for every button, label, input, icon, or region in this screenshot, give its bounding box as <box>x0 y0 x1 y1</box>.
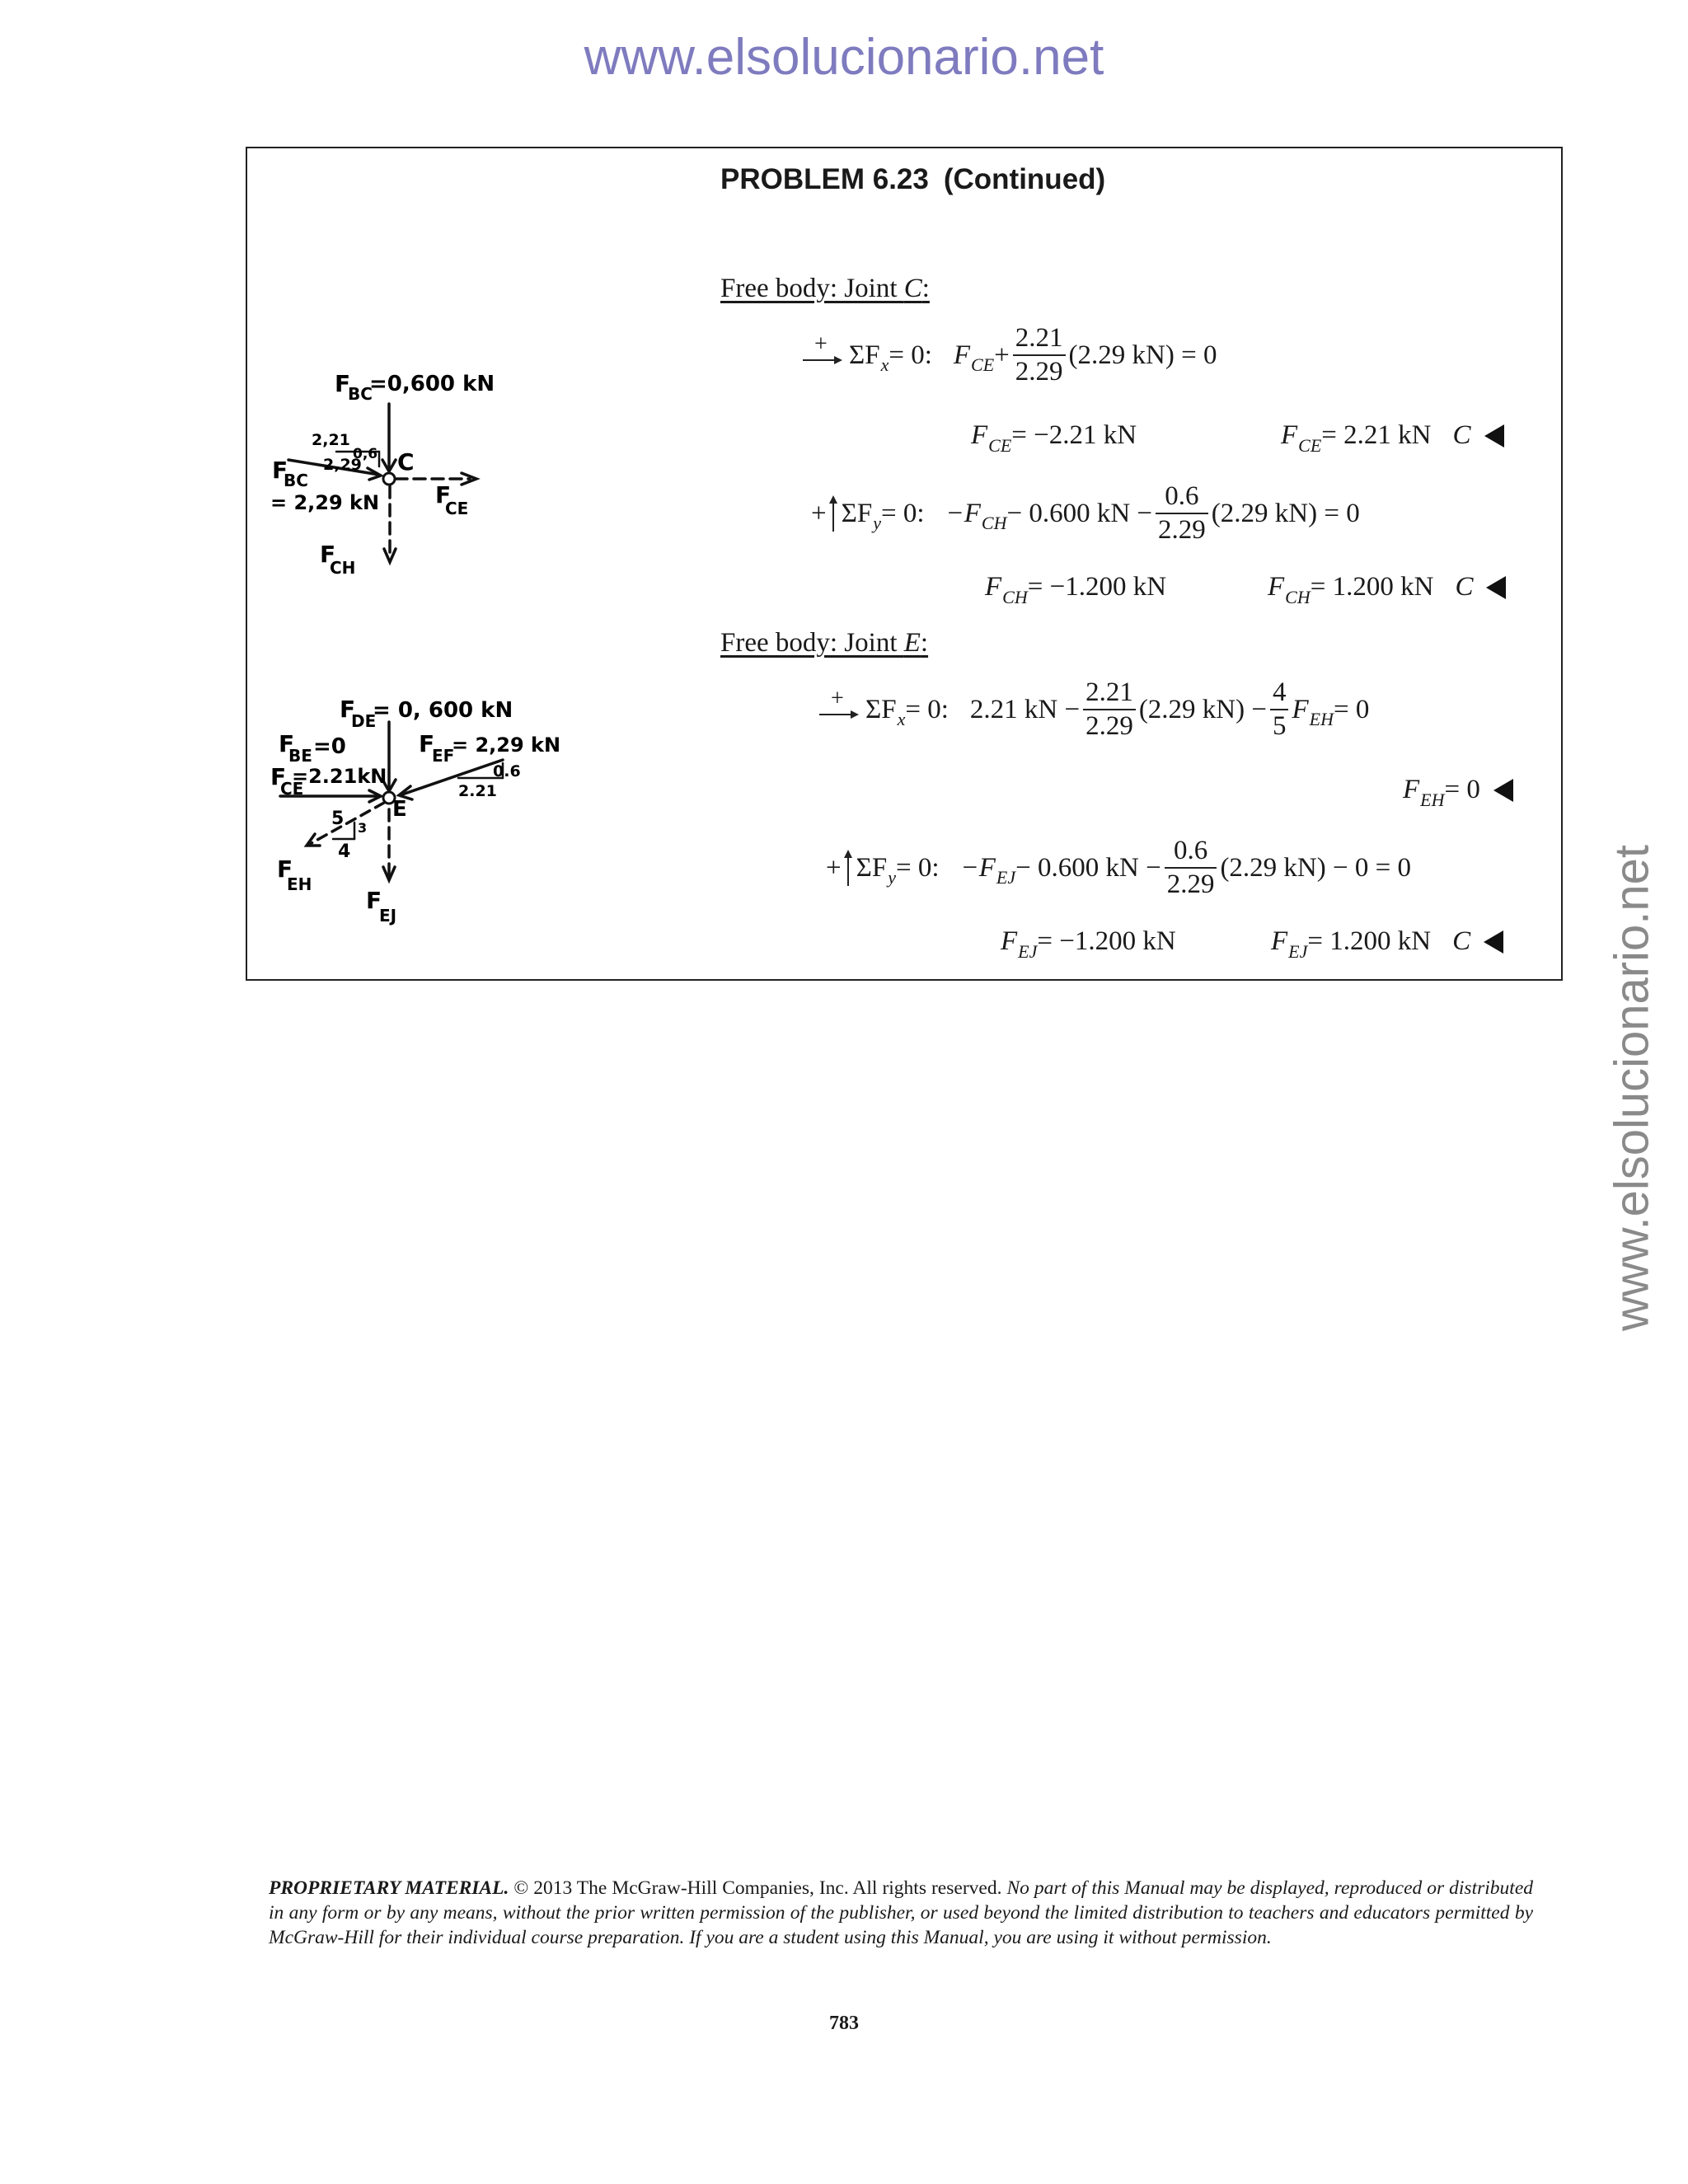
axis-sub: x <box>880 354 889 375</box>
lead-term: 2.21 kN − <box>969 694 1081 724</box>
fraction-2 <box>1270 679 1289 740</box>
force-symbol: F <box>1001 926 1018 956</box>
joint-letter: E <box>903 628 921 658</box>
dim-label-2: 2.21 <box>458 782 497 800</box>
fce-sub: CE <box>445 499 469 518</box>
force-sub: CE <box>1298 434 1322 456</box>
fraction-den: 2.29 <box>1083 709 1136 740</box>
problem-title <box>720 163 1105 196</box>
force-symbol: F <box>1403 775 1420 804</box>
dim-label-1: 0.6 <box>493 762 521 780</box>
fef-label: F <box>419 730 435 757</box>
joint-c-node <box>383 473 395 485</box>
value: = 1.200 kN <box>1310 572 1434 602</box>
force-sub: EH <box>1420 789 1445 810</box>
force-symbol: F <box>953 340 971 370</box>
sigma-f: ΣF <box>856 852 888 883</box>
triangle-label-3: 3 <box>358 820 368 836</box>
node-label: E <box>392 797 407 822</box>
fac-label: F <box>272 457 288 484</box>
fraction-num: 0.6 <box>1165 481 1199 511</box>
heading-prefix: Free body: Joint <box>720 628 904 658</box>
fraction-den: 2.29 <box>1165 867 1217 898</box>
continued-label: (Continued) <box>943 163 1106 195</box>
fbc-value: =0,600 kN <box>369 372 495 396</box>
eq-e-sum-fy <box>826 837 1411 898</box>
page-number: 783 <box>829 2013 859 2034</box>
triangle-label-5: 5 <box>331 808 345 829</box>
fef-value: = 2,29 kN <box>452 733 560 757</box>
fraction-num: 2.21 <box>1015 323 1063 353</box>
paren-term: (2.29 kN) = 0 <box>1211 498 1360 528</box>
force-symbol: F <box>1281 420 1298 450</box>
fej-sub: EJ <box>379 906 397 926</box>
answer-marker-icon <box>1493 779 1513 802</box>
sigma-f: ΣF <box>849 340 880 370</box>
fbe-value: =0 <box>313 734 346 759</box>
fef-sub: EF <box>432 746 455 766</box>
axis-sub: x <box>897 709 906 729</box>
fraction-num: 4 <box>1272 677 1287 707</box>
force-symbol: F <box>1292 694 1309 724</box>
joint-e-free-body-sketch <box>264 692 560 940</box>
paren-term: (2.29 kN) = 0 <box>1068 340 1217 370</box>
eq-zero: = 0: <box>905 694 949 724</box>
footer-notice <box>269 1876 1533 1950</box>
result-fch <box>985 572 1167 607</box>
plus-sign: + <box>826 852 842 883</box>
middle-term: − 0.600 kN − <box>1015 852 1161 883</box>
paren-term: (2.29 kN) − <box>1138 694 1267 724</box>
force-sub: CH <box>981 513 1007 533</box>
force-symbol: F <box>1271 926 1288 956</box>
up-arrow-icon <box>826 848 853 888</box>
footer-label: PROPRIETARY MATERIAL. <box>269 1877 509 1899</box>
triangle-label-4: 4 <box>338 841 351 862</box>
fraction-num: 0.6 <box>1173 836 1208 865</box>
force-sub: EH <box>1309 709 1334 729</box>
footer-restriction: No part of this Manual may be displayed, reproduced or distributed in any form or by any means, without the prior written permission of the publisher, or used beyond the limited distribution to teachers and educators permitted by McGraw-Hill for their individual course preparation. If you are a student using this Manual, you are using it without permission. <box>269 1877 1533 1948</box>
fbc-sub: BC <box>348 384 373 404</box>
joint-letter: C <box>903 274 922 303</box>
node-label: C <box>397 448 415 476</box>
footer-copyright: © 2013 The McGraw-Hill Companies, Inc. All rights reserved. <box>509 1877 1007 1899</box>
dim-label-1: 2,21 <box>312 431 350 449</box>
sigma-f: ΣF <box>865 694 897 724</box>
result-fej <box>1001 926 1176 962</box>
fraction-den: 2.29 <box>1013 354 1066 386</box>
tail-term: = 0 <box>1333 694 1370 724</box>
watermark-top: www.elsolucionario.net <box>584 29 1104 86</box>
fbe-label: F <box>279 730 295 757</box>
fde-sub: DE <box>351 711 377 731</box>
neg-force: −F <box>960 852 996 883</box>
fej-label: F <box>366 887 382 914</box>
fce-sub: CE <box>280 779 304 799</box>
answer-fce <box>1281 420 1504 456</box>
joint-e-heading: Free body: Joint E: <box>720 628 929 658</box>
fde-value: = 0, 600 kN <box>373 698 513 723</box>
force-symbol: F <box>971 420 988 450</box>
plus-sign: + <box>831 686 844 711</box>
middle-term: − 0.600 kN − <box>1006 498 1153 528</box>
eq-zero: = 0: <box>895 852 940 883</box>
fbe-sub: BE <box>288 746 312 766</box>
force-sub: CE <box>988 434 1012 456</box>
fraction-den: 5 <box>1270 709 1289 740</box>
plus-sign: + <box>814 331 828 357</box>
answer-fch <box>1268 572 1506 607</box>
fraction <box>1165 837 1217 898</box>
value: = −2.21 kN <box>1011 420 1137 450</box>
force-sub: EJ <box>1018 940 1038 962</box>
fce-value: =2.21kN <box>292 765 387 788</box>
compression-tag: C <box>1452 420 1471 450</box>
fraction <box>1156 483 1208 544</box>
fce-label: F <box>270 763 287 790</box>
value: = 2.21 kN <box>1321 420 1432 450</box>
force-symbol: F <box>1268 572 1285 602</box>
feh-label: F <box>277 855 293 883</box>
value: = −1.200 kN <box>1037 926 1176 956</box>
fraction-num: 2.21 <box>1085 677 1133 707</box>
eq-zero: = 0: <box>880 498 925 528</box>
value: = 0 <box>1444 775 1480 804</box>
force-sub: EJ <box>996 867 1016 888</box>
paren-term: (2.29 kN) − 0 = 0 <box>1220 852 1411 883</box>
answer-marker-icon <box>1486 576 1506 599</box>
watermark-side-text: www.elsolucionario.net <box>1605 845 1659 1331</box>
neg-force: −F <box>945 498 981 528</box>
fraction-den: 2.29 <box>1156 513 1208 544</box>
plus-sign: + <box>811 498 827 528</box>
eq-c-sum-fy <box>811 483 1360 544</box>
fde-label: F <box>340 696 356 723</box>
right-arrow-icon <box>818 686 860 722</box>
eq-c-sum-fx <box>801 325 1217 386</box>
fch-label: F <box>320 541 336 568</box>
value: = −1.200 kN <box>1027 572 1167 602</box>
operator: + <box>994 340 1010 370</box>
force-sub: CH <box>1285 586 1311 607</box>
feh-sub: EH <box>287 874 312 894</box>
fbc-label: F <box>335 370 351 397</box>
feh-line <box>310 803 384 844</box>
force-sub: EJ <box>1288 940 1308 962</box>
heading-prefix: Free body: Joint <box>720 274 904 303</box>
right-arrow-icon <box>801 331 844 368</box>
joint-c-heading: Free body: Joint C: <box>720 274 930 303</box>
eq-e-sum-fx <box>818 679 1369 740</box>
fch-sub: CH <box>330 558 356 578</box>
up-arrow-icon <box>811 494 838 533</box>
answer-marker-icon <box>1484 930 1503 954</box>
force-sub: CH <box>1002 586 1028 607</box>
value: = 1.200 kN <box>1307 926 1432 956</box>
result-fce <box>971 420 1137 456</box>
sigma-f: ΣF <box>841 498 873 528</box>
axis-sub: y <box>873 513 881 533</box>
answer-feh <box>1403 775 1513 810</box>
force-symbol: F <box>985 572 1002 602</box>
force-sub: CE <box>971 354 995 375</box>
answer-fej <box>1271 926 1503 962</box>
compression-tag: C <box>1455 572 1474 602</box>
fac-sub: BC <box>284 471 308 490</box>
fac-value: = 2,29 kN <box>270 491 380 514</box>
joint-c-free-body-sketch <box>264 363 511 593</box>
dim-label-3: 2,29 <box>323 456 362 474</box>
answer-marker-icon <box>1484 424 1504 448</box>
fraction <box>1083 679 1136 740</box>
fraction <box>1013 325 1066 386</box>
eq-zero: = 0: <box>889 340 932 370</box>
problem-number: PROBLEM 6.23 <box>720 163 929 195</box>
fce-label: F <box>435 481 452 509</box>
dim-label-2: 0,6 <box>353 446 378 462</box>
compression-tag: C <box>1452 926 1471 956</box>
axis-sub: y <box>888 867 896 888</box>
